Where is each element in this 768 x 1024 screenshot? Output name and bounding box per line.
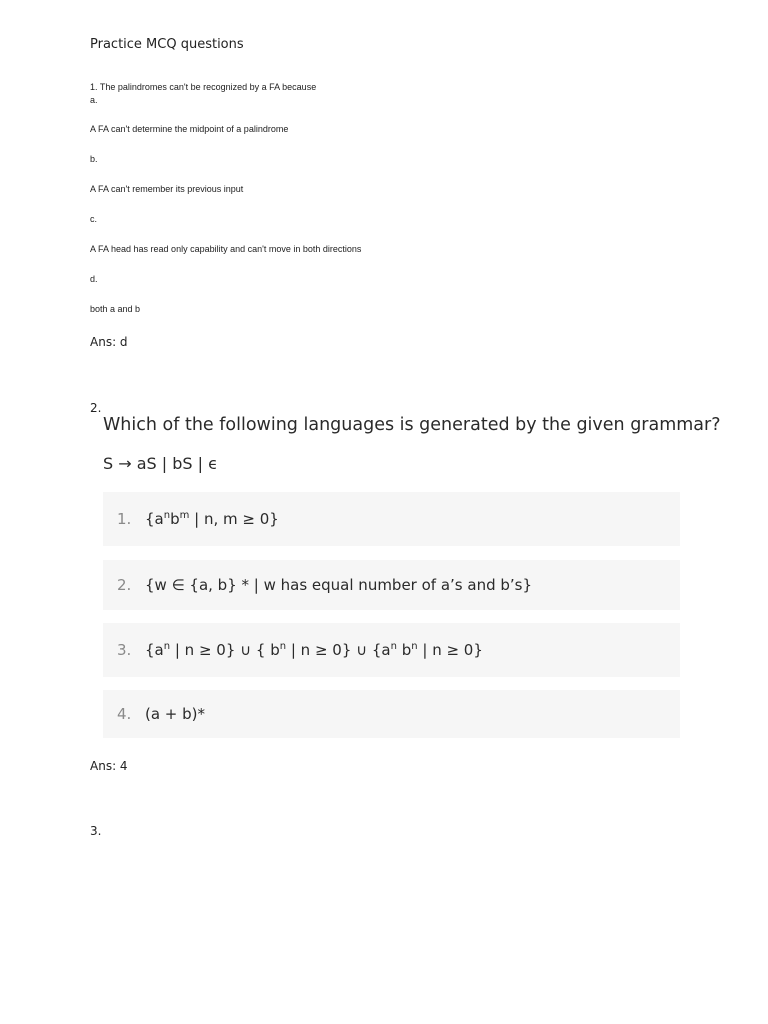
q2-option-1-text: {$a^nb^m$ | n, m ≥ 0} — [145, 510, 279, 528]
q2-option-2-text: {w ∈ {a, b} * | w has equal number of a’s and b’s} — [145, 576, 533, 594]
q2-option-4-text: (a + b)* — [145, 705, 206, 723]
q1-option-a-text: A FA can't determine the midpoint of a palindrome — [90, 124, 289, 134]
q2-option-2-number: 2. — [117, 576, 132, 594]
q1-answer: Ans: d — [90, 335, 128, 349]
q1-option-c-letter: c. — [90, 214, 98, 224]
q1-question: 1. The palindromes can't be recognized by a FA because — [90, 82, 317, 92]
q3-number: 3. — [90, 824, 102, 838]
q1-option-d-letter: d. — [90, 274, 98, 284]
q2-number: 2. — [90, 401, 102, 415]
q2-option-4 — [103, 690, 680, 738]
q2-option-2 — [103, 560, 680, 610]
q2-grammar: S → aS | bS | ϵ — [103, 454, 218, 473]
q2-option-3-text: {$a^n$ | n ≥ 0} ∪ { $b^n$ | n ≥ 0} ∪ {$a^n$ $b^n$ | n ≥ 0} — [145, 641, 483, 659]
q2-option-1-number: 1. — [117, 510, 132, 528]
q2-option-1 — [103, 492, 680, 546]
q2-heading: Which of the following languages is generated by the given grammar? — [103, 415, 721, 435]
q1-option-a-letter: a. — [90, 95, 98, 105]
q1-option-b-text: A FA can't remember its previous input — [90, 184, 244, 194]
q2-option-3 — [103, 623, 680, 677]
q1-option-d-text: both a and b — [90, 304, 141, 314]
q1-option-b-letter: b. — [90, 154, 98, 164]
q1-option-c-text: A FA head has read only capability and can't move in both directions — [90, 244, 362, 254]
q2-option-4-number: 4. — [117, 705, 132, 723]
q2-answer: Ans: 4 — [90, 759, 128, 773]
q2-option-3-number: 3. — [117, 641, 132, 659]
document-title: Practice MCQ questions — [90, 37, 244, 52]
